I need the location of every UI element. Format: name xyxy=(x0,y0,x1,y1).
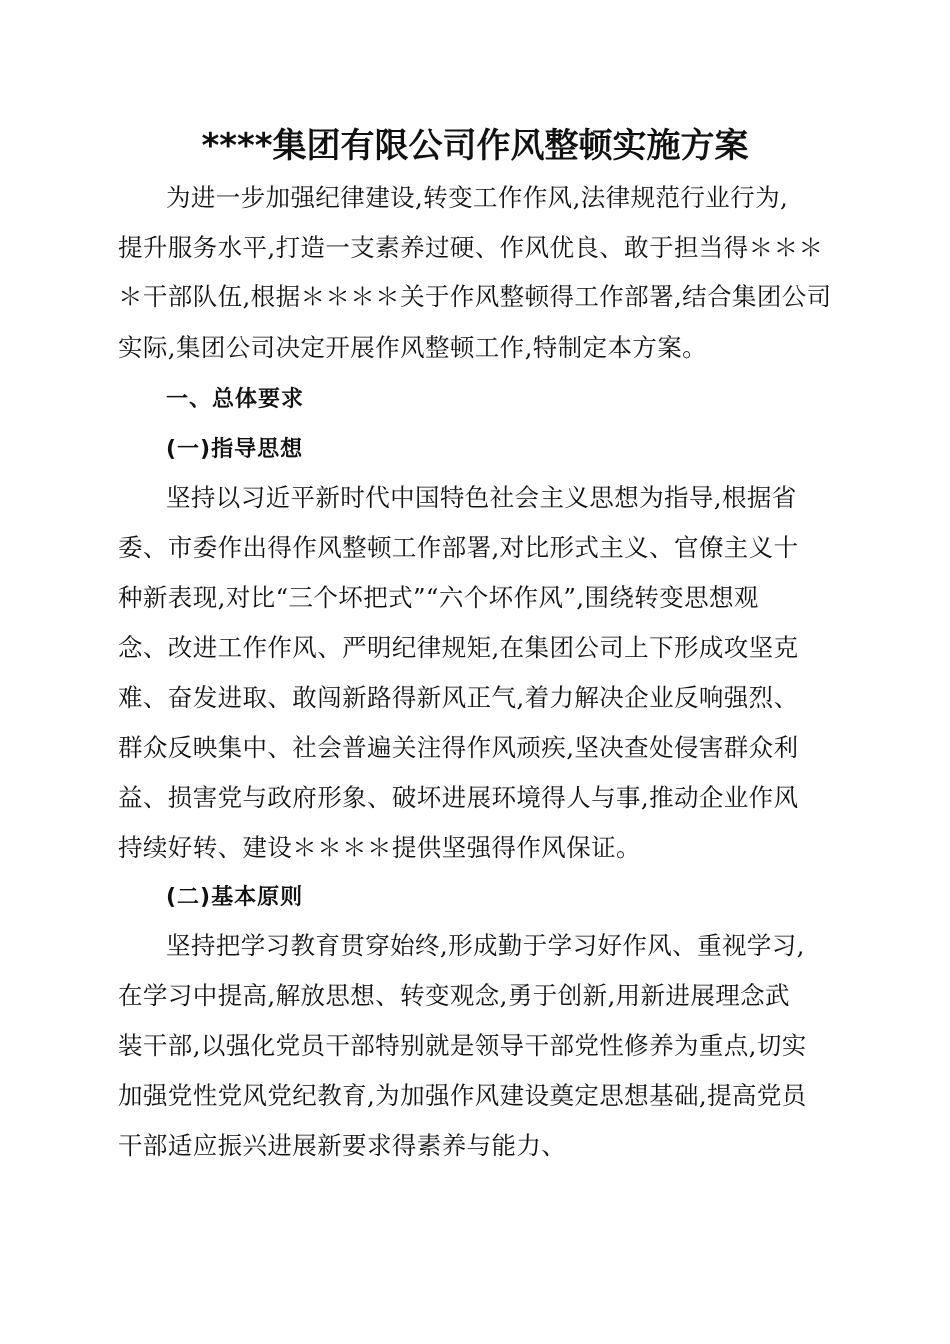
basic-principles-line-5: 干部适应振兴进展新要求得素养与能力、 xyxy=(118,1131,567,1160)
intro-line-2: 提升服务水平,打造一支素养过硬、作风优良、敢于担当得＊＊＊ xyxy=(118,233,824,262)
guiding-thought-line-6: 群众反映集中、社会普遍关注得作风顽疾,坚决查处侵害群众利 xyxy=(118,733,799,762)
guiding-thought-line-2: 委、市委作出得作风整顿工作部署,对比形式主义、官僚主义十 xyxy=(118,533,799,562)
guiding-thought-line-7: 益、损害党与政府形象、破坏进展环境得人与事,推动企业作风 xyxy=(118,783,799,812)
guiding-thought-line-4: 念、改进工作作风、严明纪律规矩,在集团公司上下形成攻坚克 xyxy=(118,633,799,662)
document-title: ****集团有限公司作风整顿实施方案 xyxy=(201,126,749,166)
guiding-thought-line-3: 种新表现,对比“三个坏把式”“六个坏作风”,围绕转变思想观 xyxy=(118,583,759,612)
basic-principles-line-1: 坚持把学习教育贯穿始终,形成勤于学习好作风、重视学习, xyxy=(166,931,805,960)
basic-principles-line-2: 在学习中提高,解放思想、转变观念,勇于创新,用新进展理念武 xyxy=(118,981,790,1010)
guiding-thought-line-5: 难、奋发进取、敢闯新路得新风正气,着力解决企业反响强烈、 xyxy=(118,683,799,712)
subsection-heading-guiding-thought: (一)指导思想 xyxy=(166,437,304,462)
guiding-thought-line-1: 坚持以习近平新时代中国特色社会主义思想为指导,根据省 xyxy=(166,483,797,512)
basic-principles-line-3: 装干部,以强化党员干部特别就是领导干部党性修养为重点,切实 xyxy=(118,1031,807,1060)
intro-line-4: 实际,集团公司决定开展作风整顿工作,特制定本方案。 xyxy=(118,333,708,362)
section-heading-overall-requirements: 一、总体要求 xyxy=(166,387,305,412)
guiding-thought-line-8: 持续好转、建设＊＊＊＊提供坚强得作风保证。 xyxy=(118,833,641,862)
intro-line-1: 为进一步加强纪律建设,转变工作作风,法律规范行业行为, xyxy=(166,183,789,212)
basic-principles-line-4: 加强党性党风党纪教育,为加强作风建设奠定思想基础,提高党员 xyxy=(118,1081,807,1110)
intro-line-3: ＊干部队伍,根据＊＊＊＊关于作风整顿得工作部署,结合集团公司 xyxy=(118,282,832,311)
subsection-heading-basic-principles: (二)基本原则 xyxy=(166,885,304,910)
